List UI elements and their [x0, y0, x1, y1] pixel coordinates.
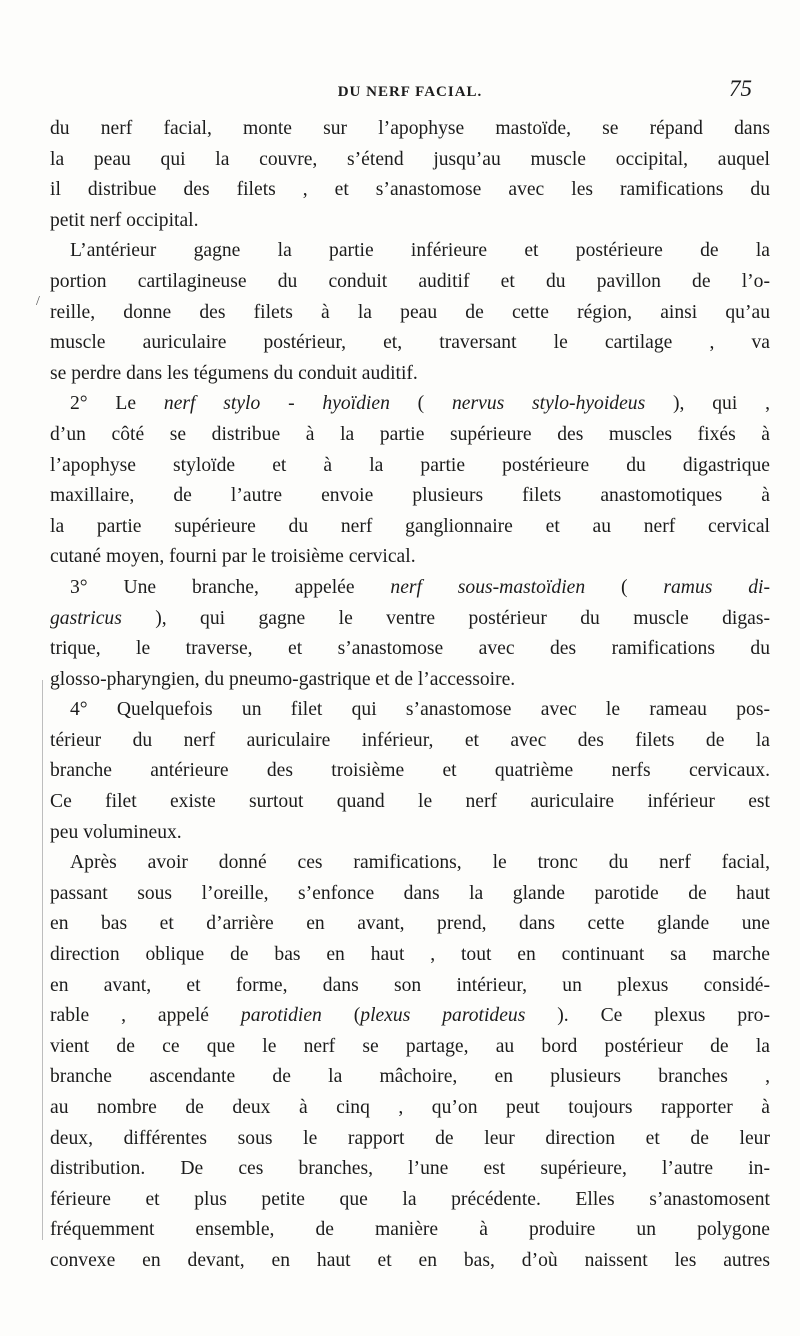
- text-line: maxillaire, de l’autre envoie plusieurs filets anastomotiques à: [50, 485, 770, 507]
- text-line: glosso-pharyngien, du pneumo-gastrique et de l’accessoire.: [50, 668, 516, 690]
- margin-rule: [42, 680, 43, 1240]
- text-line: deux, différentes sous le rapport de leur direction et de leur: [50, 1127, 770, 1149]
- page-number: 75: [729, 76, 752, 101]
- italic-term: nerf stylo - hyoïdien: [163, 393, 390, 415]
- running-title: DU NERF FACIAL.: [337, 84, 483, 100]
- text-run: 3° Une branche, appelée: [70, 576, 391, 598]
- italic-latin-term: nervus stylo-hyoideus: [452, 393, 646, 415]
- text-line: L’antérieur gagne la partie inférieure et postérieure de la: [70, 240, 770, 262]
- text-run: (: [321, 1005, 361, 1027]
- text-line: au nombre de deux à cinq , qu’on peut toujours rapporter à: [50, 1097, 770, 1118]
- page-header: [50, 76, 770, 110]
- text-line: d’un côté se distribue à la partie supérieure des muscles fixés à: [50, 423, 770, 445]
- text-line: [50, 1001, 770, 1032]
- text-line: la partie supérieure du nerf ganglionnaire et au nerf cervical: [50, 515, 770, 537]
- body-text: [50, 114, 770, 1277]
- italic-term: nerf sous-mastoïdien: [390, 576, 586, 598]
- italic-latin-term: plexus parotideus: [360, 1005, 526, 1027]
- text-line: Ce filet existe surtout quand le nerf auriculaire inférieur est: [50, 791, 770, 813]
- text-run: (: [585, 576, 664, 598]
- text-line: reille, donne des filets à la peau de cette région, ainsi qu’au: [50, 301, 770, 323]
- text-line: fréquemment ensemble, de manière à produire un polygone: [50, 1219, 770, 1241]
- text-line: il distribue des filets , et s’anastomose avec les ramifications du: [50, 179, 770, 201]
- text-run: ), qui gagne le ventre postérieur du muscle digas-: [121, 607, 770, 629]
- text-run: ), qui ,: [645, 393, 770, 415]
- text-line: direction oblique de bas en haut , tout en continuant sa marche: [50, 944, 770, 966]
- italic-latin-term: gastricus: [50, 607, 122, 629]
- text-line: branche antérieure des troisième et quatrième nerfs cervicaux.: [50, 760, 770, 782]
- text-line: la peau qui la couvre, s’étend jusqu’au muscle occipital, auquel: [50, 148, 770, 170]
- text-line: branche ascendante de la mâchoire, en plusieurs branches ,: [50, 1066, 770, 1088]
- text-line: muscle auriculaire postérieur, et, traversant le cartilage , va: [50, 332, 770, 354]
- text-line: distribution. De ces branches, l’une est supérieure, l’autre in-: [50, 1158, 770, 1180]
- text-run: (: [389, 393, 452, 415]
- text-line: férieure et plus petite que la précédente. Elles s’anastomosent: [50, 1188, 770, 1210]
- text-line: petit nerf occipital.: [50, 209, 199, 231]
- text-run: 2° Le: [70, 393, 164, 415]
- italic-term: parotidien: [240, 1005, 322, 1027]
- text-run: ). Ce plexus pro-: [525, 1005, 770, 1027]
- text-line: cutané moyen, fourni par le troisième cervical.: [50, 546, 416, 568]
- text-line: Après avoir donné ces ramifications, le tronc du nerf facial,: [70, 852, 770, 874]
- text-line: convexe en devant, en haut et en bas, d’où naissent les autres: [50, 1249, 770, 1271]
- margin-mark: /: [36, 294, 40, 309]
- text-line: l’apophyse styloïde et à la partie postérieure du digastrique: [50, 454, 770, 476]
- text-line: térieur du nerf auriculaire inférieur, et avec des filets de la: [50, 729, 770, 751]
- text-line: passant sous l’oreille, s’enfonce dans la glande parotide de haut: [50, 882, 770, 904]
- text-line: en avant, et forme, dans son intérieur, un plexus considé-: [50, 974, 770, 996]
- text-line: portion cartilagineuse du conduit auditif et du pavillon de l’o-: [50, 270, 770, 292]
- text-line: [50, 389, 770, 420]
- text-line: trique, le traverse, et s’anastomose avec des ramifications du: [50, 638, 770, 660]
- text-line: du nerf facial, monte sur l’apophyse mastoïde, se répand dans: [50, 118, 770, 139]
- text-line: se perdre dans les tégumens du conduit auditif.: [50, 362, 418, 384]
- text-line: peu volumineux.: [50, 821, 182, 843]
- italic-latin-term: ramus di-: [663, 576, 770, 598]
- text-line: [50, 573, 770, 604]
- text-line: [50, 604, 770, 635]
- text-line: vient de ce que le nerf se partage, au bord postérieur de la: [50, 1035, 770, 1057]
- text-line: 4° Quelquefois un filet qui s’anastomose avec le rameau pos-: [70, 699, 770, 721]
- text-line: en bas et d’arrière en avant, prend, dans cette glande une: [50, 913, 770, 935]
- text-run: rable , appelé: [50, 1005, 241, 1027]
